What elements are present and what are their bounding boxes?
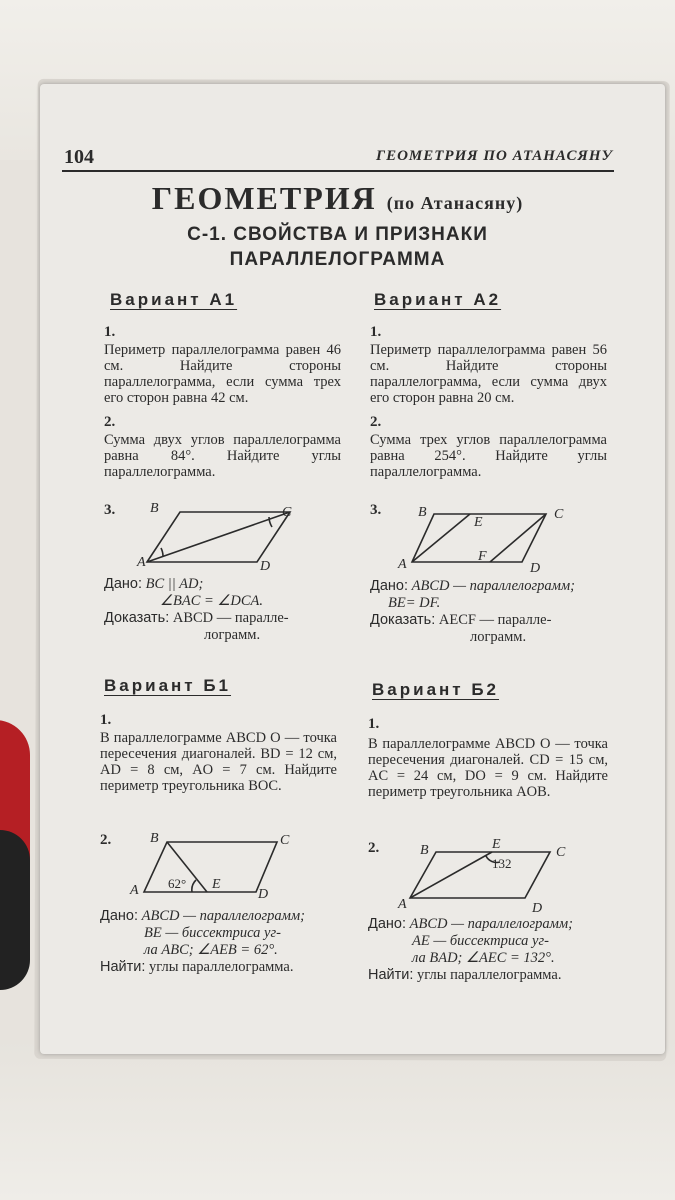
- section-title-line1: С-1. СВОЙСТВА И ПРИЗНАКИ: [187, 224, 488, 245]
- b1-problem1-text: В параллелограмме ABCD O — точка пересечения диагоналей. BD = 12 см, AD = 8 см, AO = 7 см. Найдите периметр треугольника BOC.: [100, 730, 337, 794]
- variant-b2-title: Вариант Б2: [372, 680, 500, 699]
- b2-label-b: B: [420, 843, 429, 858]
- a2-given-2: BE= DF.: [388, 595, 441, 611]
- b1-label-b: B: [150, 831, 159, 846]
- a1-prove-2: лограмм.: [204, 627, 261, 643]
- a2-label-a: A: [398, 557, 407, 572]
- b1-given-1: ABCD — параллелограмм;: [141, 908, 305, 924]
- b1-label-c: C: [280, 833, 290, 848]
- a1-prove-label: Доказать:: [104, 610, 170, 626]
- section-title-line2: ПАРАЛЛЕЛОГРАММА: [229, 249, 446, 270]
- a2-problem1-number: 1.: [370, 324, 382, 340]
- a1-label-b: B: [150, 501, 159, 516]
- b1-given-3: ла ABC; ∠AEB = 62°.: [144, 942, 278, 958]
- a1-label-a: A: [137, 555, 146, 570]
- a1-problem1-text: Периметр параллелограмма равен 46 см. Найдите стороны параллелограмма, если сумма трех его сторон равна 42 см.: [104, 342, 341, 406]
- b2-problem1-text: В параллелограмме ABCD O — точка пересечения диагоналей. CD = 15 см, AC = 24 см, DO = 9 см. Найдите периметр треугольника AOB.: [368, 736, 608, 800]
- b1-problem1-number: 1.: [100, 712, 112, 728]
- a2-prove-label: Доказать:: [370, 612, 436, 628]
- variant-a2-title: Вариант А2: [374, 290, 502, 309]
- b1-given-2: BE — биссектриса уг-: [144, 925, 281, 941]
- a1-prove-1: ABCD — паралле-: [172, 610, 289, 626]
- page-title: [0, 180, 675, 217]
- running-title: ГЕОМЕТРИЯ ПО АТАНАСЯНУ: [376, 148, 613, 164]
- a2-prove-1: AECF — паралле-: [438, 612, 552, 628]
- b1-problem2-number: 2.: [100, 832, 112, 848]
- a2-prove-2: лограмм.: [470, 629, 527, 645]
- a2-problem2-number: 2.: [370, 414, 382, 430]
- b2-find-text: углы параллелограмма.: [417, 967, 562, 983]
- b2-given-1: ABCD — параллелограмм;: [409, 916, 573, 932]
- section-title: [0, 222, 675, 272]
- b2-label-e: E: [492, 837, 501, 852]
- a2-label-b: B: [418, 505, 427, 520]
- a2-problem2-text: Сумма трех углов параллелограмма равна 254°. Найдите углы параллелограмма.: [370, 432, 607, 480]
- b2-find-label: Найти:: [368, 967, 414, 983]
- background-object-black: [0, 830, 30, 990]
- b2-label-a: A: [398, 897, 407, 912]
- background-bottom: [0, 1040, 675, 1200]
- a2-given-block: [370, 578, 615, 646]
- a2-label-e: E: [474, 515, 483, 530]
- a1-given-label: Дано:: [104, 576, 142, 592]
- page-title-sub: (по Атанасяну): [386, 193, 524, 213]
- a1-problem2-text: Сумма двух углов параллелограмма равна 84°. Найдите углы параллелограмма.: [104, 432, 341, 480]
- a1-problem3-number: 3.: [104, 502, 116, 518]
- a2-problem3-number: 3.: [370, 502, 382, 518]
- b2-label-c: C: [556, 845, 566, 860]
- a2-label-c: C: [554, 507, 564, 522]
- a1-problem2-number: 2.: [104, 414, 116, 430]
- header-rule: [62, 170, 614, 172]
- a2-problem1-text: Периметр параллелограмма равен 56 см. Найдите стороны параллелограмма, если сумма двух его сторон равна 20 см.: [370, 342, 607, 406]
- a2-given-1: ABCD — параллелограмм;: [411, 578, 575, 594]
- b1-find-text: углы параллелограмма.: [149, 959, 294, 975]
- a2-given-label: Дано:: [370, 578, 408, 594]
- b2-given-block: [368, 916, 618, 984]
- a1-label-c: C: [282, 505, 292, 520]
- a1-label-d: D: [260, 559, 271, 574]
- b1-label-d: D: [258, 887, 269, 902]
- b1-angle-label: 62°: [168, 876, 187, 891]
- b2-given-2: AE — биссектриса уг-: [412, 933, 549, 949]
- b1-label-a: A: [130, 883, 139, 898]
- b1-given-label: Дано:: [100, 908, 138, 924]
- b2-given-label: Дано:: [368, 916, 406, 932]
- variant-b1-title: Вариант Б1: [104, 676, 232, 695]
- b2-problem2-number: 2.: [368, 840, 380, 856]
- a2-label-f: F: [478, 549, 487, 564]
- a1-problem1-number: 1.: [104, 324, 116, 340]
- b1-find-label: Найти:: [100, 959, 146, 975]
- variant-a1-title: Вариант А1: [110, 290, 238, 309]
- a1-given-2: ∠BAC = ∠DCA.: [160, 593, 264, 609]
- b1-label-e: E: [212, 877, 221, 892]
- b2-label-d: D: [532, 901, 543, 916]
- a1-given-1: BC || AD;: [145, 576, 204, 592]
- page-number: 104: [64, 146, 94, 168]
- a2-label-d: D: [530, 561, 541, 576]
- b1-given-block: [100, 908, 350, 976]
- b2-problem1-number: 1.: [368, 716, 380, 732]
- b2-given-3: ла BAD; ∠AEC = 132°.: [412, 950, 555, 966]
- a1-given-block: [104, 576, 349, 644]
- page-title-main: ГЕОМЕТРИЯ: [151, 180, 377, 216]
- b2-angle-label: 132: [492, 856, 512, 871]
